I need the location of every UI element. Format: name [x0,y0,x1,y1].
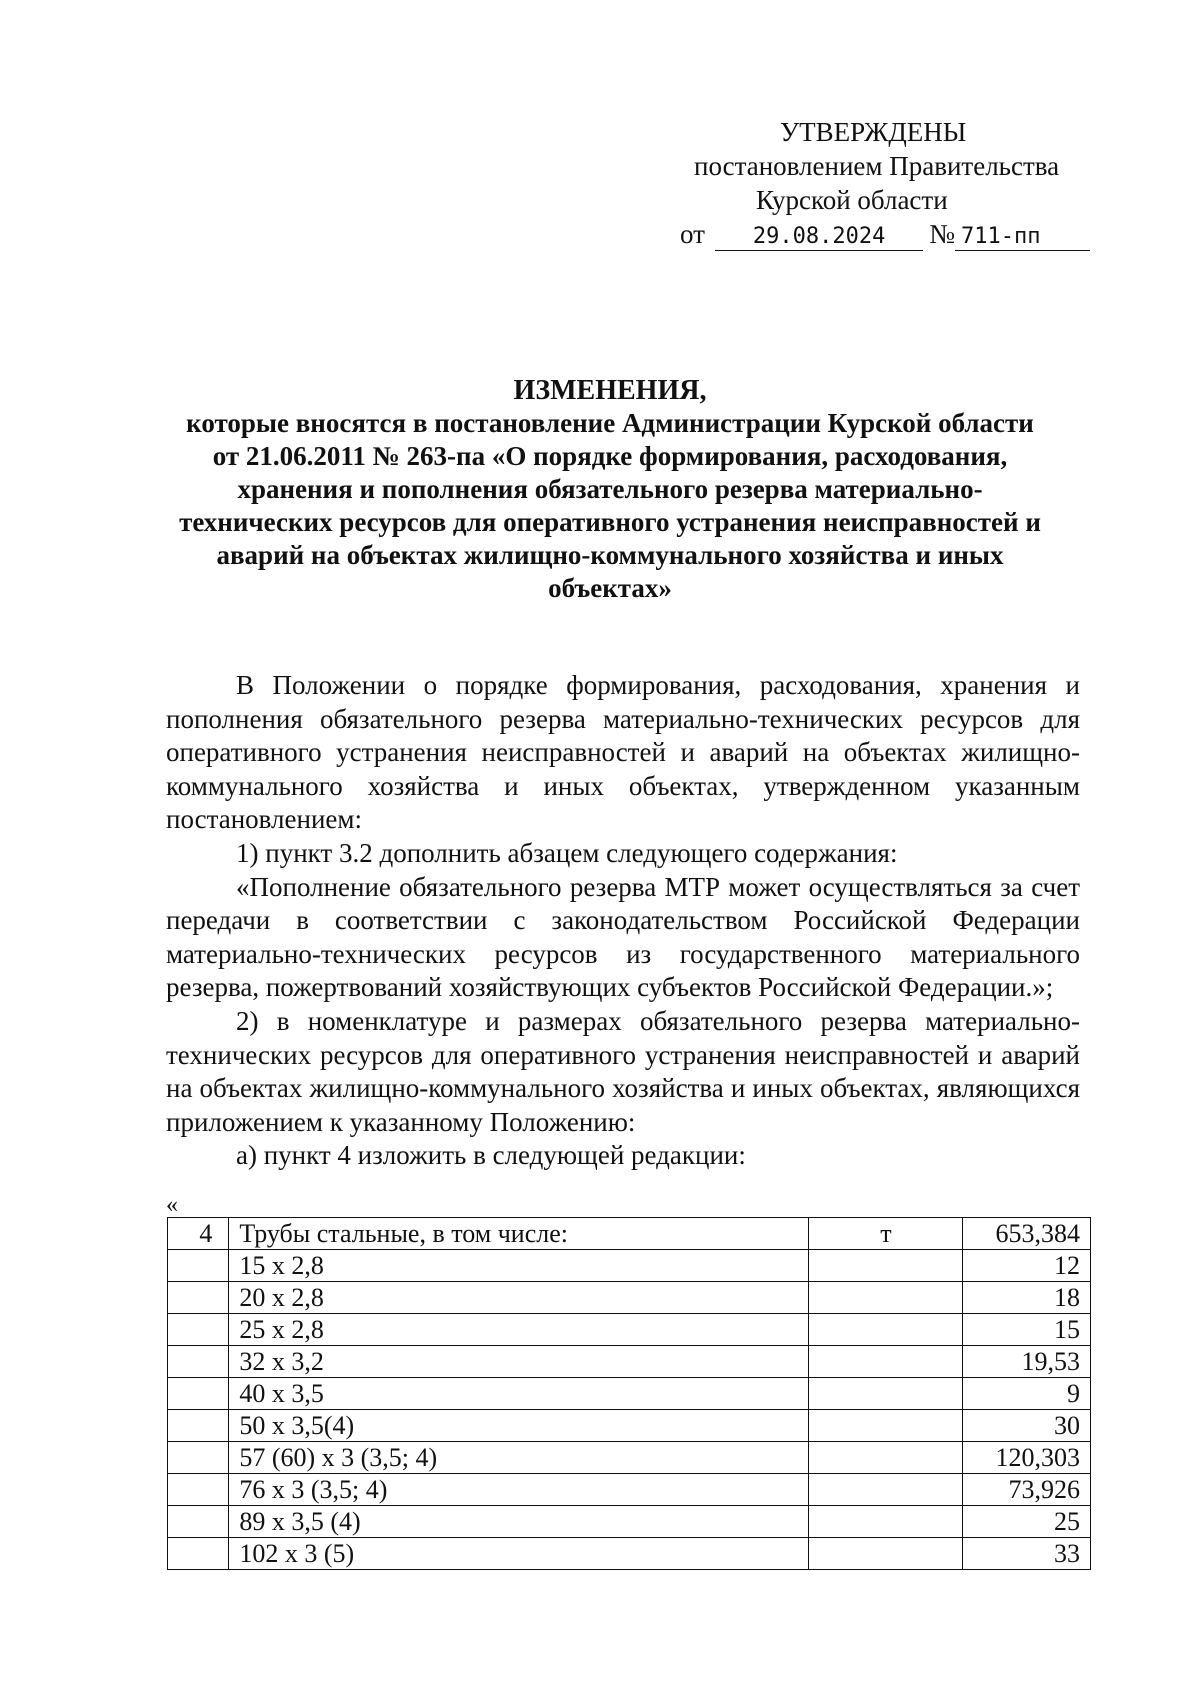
pipe-size-cell: 32 х 3,2 [229,1346,809,1378]
pipe-size-cell: 89 х 3,5 (4) [229,1506,809,1538]
row-number-cell [168,1314,229,1346]
heading-line: аварий на объектах жилищно-коммунального хозяйства и иных [216,540,1004,570]
quantity-cell: 30 [963,1410,1091,1442]
table-row [168,1378,1091,1410]
quantity-cell: 12 [963,1250,1091,1282]
paragraph-intro: В Положении о порядке формирования, расходования, хранения и пополнения обязательного резерва материально-технических ресурсов для оперативного устранения неисправностей и аварий на объектах жилищно-коммунального хозяйства и иных объектах, утвержденном указанным постановлением: [166,670,1080,835]
quantity-cell: 73,926 [963,1474,1091,1506]
unit-cell [809,1506,963,1538]
quantity-cell: 9 [963,1378,1091,1410]
document-body [166,669,1080,1173]
paragraph-item-1: 1) пункт 3.2 дополнить абзацем следующего содержания: [236,837,898,868]
number-prefix: № [929,219,956,249]
unit-cell [809,1442,963,1474]
row-number-cell [168,1346,229,1378]
row-number-cell [168,1378,229,1410]
pipe-size-cell: 50 х 3,5(4) [229,1410,809,1442]
unit-cell [809,1250,963,1282]
page-bottom-edge [0,1690,1200,1701]
table-row [168,1506,1091,1538]
quantity-cell: 25 [963,1506,1091,1538]
table-row [168,1474,1091,1506]
quantity-cell: 653,384 [963,1218,1091,1250]
unit-cell [809,1282,963,1314]
quantity-cell: 120,303 [963,1442,1091,1474]
pipe-size-cell: 25 х 2,8 [229,1314,809,1346]
heading-line: от 21.06.2011 № 263-па «О порядке формирования, расходования, [212,441,1008,471]
pipe-size-cell: 40 х 3,5 [229,1378,809,1410]
approval-number: 711-пп [955,224,1090,251]
approval-date: 29.08.2024 [715,224,923,251]
approval-title: УТВЕРЖДЕНЫ [780,117,967,147]
quantity-cell: 33 [963,1538,1091,1570]
quantity-cell: 19,53 [963,1346,1091,1378]
unit-cell [809,1314,963,1346]
pipe-size-cell: 20 х 2,8 [229,1282,809,1314]
row-number-cell [168,1410,229,1442]
date-prefix: от [680,219,705,249]
quantity-cell: 15 [963,1314,1091,1346]
row-number-cell [168,1506,229,1538]
paragraph-quote: «Пополнение обязательного резерва МТР может осуществляться за счет передачи в соответствии с законодательством Российской Федерации материально-технических ресурсов из государственного материального резерва, пожертвований хозяйствующих субъектов Российской Федерации.»; [166,871,1080,1003]
table-row [168,1314,1091,1346]
heading-line: хранения и пополнения обязательного резерва материально- [237,474,983,504]
table-row [168,1282,1091,1314]
unit-cell [809,1410,963,1442]
document-heading [140,374,1080,605]
pipes-table-body [168,1218,1091,1570]
paragraph-item-2: 2) в номенклатуре и размерах обязательного резерва материально-технических ресурсов для оперативного устранения неисправностей и аварий на объектах жилищно-коммунального хозяйства и иных объектах, являющихся приложением к указанному Положению: [166,1005,1080,1137]
row-number-cell [168,1282,229,1314]
pipe-size-cell: 76 х 3 (3,5; 4) [229,1474,809,1506]
approval-region: Курской области [756,185,948,215]
pipe-size-cell: 57 (60) х 3 (3,5; 4) [229,1442,809,1474]
heading-line: объектах» [548,573,672,603]
table-row [168,1410,1091,1442]
heading-line: технических ресурсов для оперативного устранения неисправностей и [179,507,1041,537]
unit-cell [809,1378,963,1410]
table-row [168,1538,1091,1570]
table-row [168,1346,1091,1378]
approval-date-number [680,217,1090,251]
quantity-cell: 18 [963,1282,1091,1314]
paragraph-item-2a: а) пункт 4 изложить в следующей редакции: [236,1140,746,1171]
table-row [168,1442,1091,1474]
unit-cell [809,1538,963,1570]
table-row [168,1218,1091,1250]
row-number-cell: 4 [168,1218,229,1250]
approval-authority: постановлением Правительства [694,151,1060,181]
pipes-table [167,1217,1091,1570]
unit-cell [809,1346,963,1378]
row-number-cell [168,1538,229,1570]
quote-open-mark: « [166,1192,178,1218]
heading-line: которые вносятся в постановление Администрации Курской области [186,408,1034,438]
pipe-size-cell: 102 х 3 (5) [229,1538,809,1570]
approval-block [680,115,1090,251]
row-number-cell [168,1474,229,1506]
pipe-size-cell: Трубы стальные, в том числе: [229,1218,809,1250]
row-number-cell [168,1250,229,1282]
pipe-size-cell: 15 х 2,8 [229,1250,809,1282]
heading-title: ИЗМЕНЕНИЯ, [513,375,707,406]
row-number-cell [168,1442,229,1474]
table-row [168,1250,1091,1282]
unit-cell [809,1474,963,1506]
unit-cell: т [809,1218,963,1250]
